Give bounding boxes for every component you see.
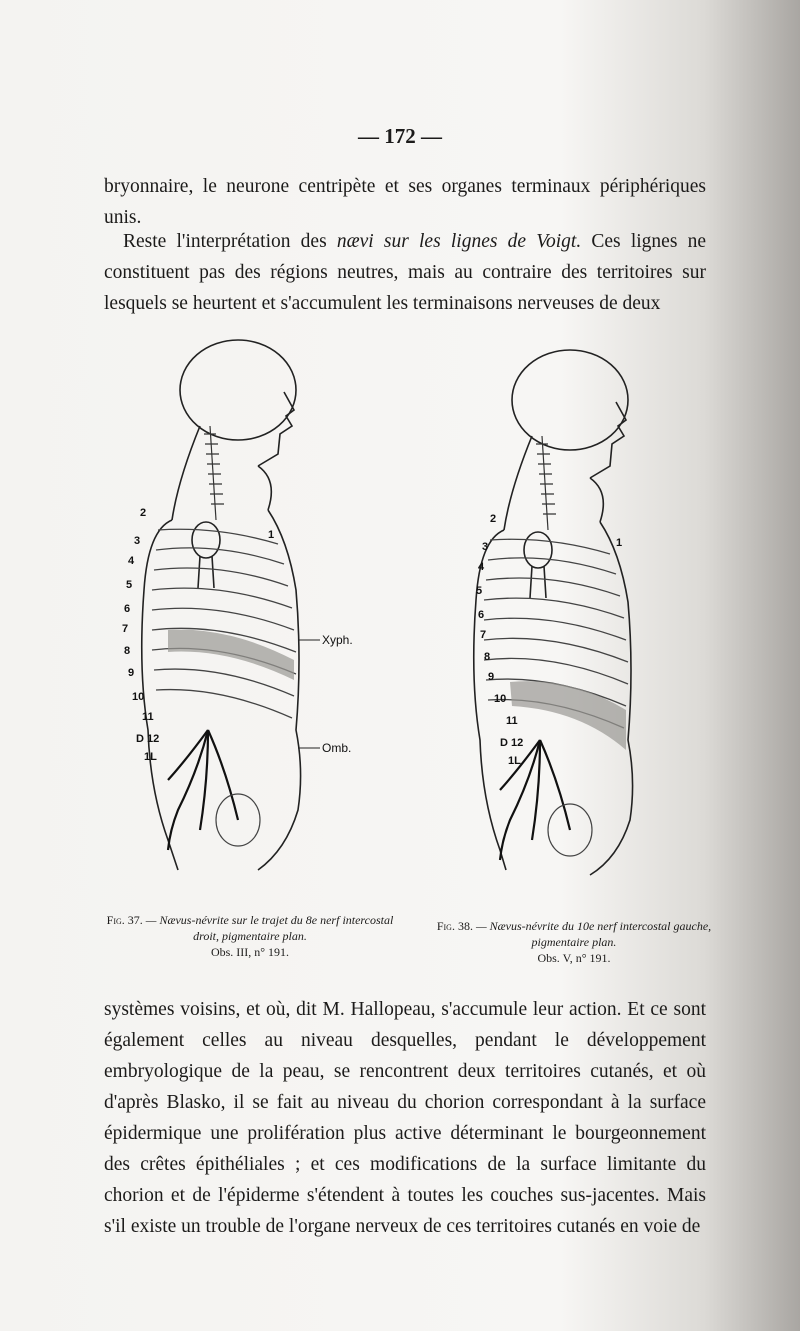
figure-37-caption-obs: Obs. III, n° 191. <box>210 945 290 959</box>
paragraph-2-end: Ces lignes ne constituent pas des régions neutres, mais au contraire des territoires sur lesquels se heurtent et s'accumulent les terminaisons nerveuses de deux <box>104 231 707 314</box>
figure-38-label-1: 1 <box>616 537 623 549</box>
figure-38-caption-obs: Obs. V, n° 191. <box>537 951 611 965</box>
nevus-band <box>510 681 626 750</box>
figure-38-label-9: 9 <box>488 671 495 683</box>
figure-38-caption <box>424 918 724 966</box>
figure-37-label-5: 5 <box>126 579 133 591</box>
figure-38-label-7: 7 <box>480 629 487 641</box>
nevus-band <box>168 630 294 680</box>
figure-37 <box>108 330 400 890</box>
figure-37-label-2: 2 <box>140 507 147 519</box>
paragraph-1: bryonnaire, le neurone centripète et ses organes terminaux périphériques unis. <box>104 176 706 228</box>
figure-38-illustration <box>420 330 720 890</box>
figure-37-label-omb: Omb. <box>322 741 352 755</box>
figure-38-label-5: 5 <box>476 585 483 597</box>
paragraph-3: systèmes voisins, et où, dit M. Hallopeau, s'accumule leur action. Et ce sont également celles au niveau desquelles, pendant le développement embryologique de la peau, se rencontrent deux territoires cutanés, et où d'après Blasko, il se fait au niveau du chorion correspondant à la surface épidermique une prolifération plus active déterminant le bourgeonnement des crêtes épithéliales ; et ces modifications de la surface limitante du chorion et de l'épiderme s'étendent à toutes les couches sus-jacentes. Mais s'il existe un trouble de l'organe nerveux de ces territoires cutanés en voie de <box>104 999 706 1237</box>
figure-38-label-d12: D 12 <box>500 737 524 749</box>
figure-38-label-10: 10 <box>494 693 507 705</box>
figure-38 <box>420 330 720 890</box>
figure-37-caption <box>102 912 398 960</box>
figure-37-caption-text: — Nævus-névrite sur le trajet du 8e nerf intercostal droit, pigmentaire plan. <box>142 913 394 943</box>
figure-37-label-xyph: Xyph. <box>322 633 353 647</box>
figure-37-label-11: 11 <box>142 711 154 723</box>
figure-38-caption-text: — Nævus-névrite du 10e nerf intercostal gauche, pigmentaire plan. <box>472 919 712 949</box>
paragraph-2-italic: nævi sur les lignes de Voigt. <box>336 231 582 252</box>
figure-37-label-9: 9 <box>128 667 135 679</box>
figure-37-label-4: 4 <box>128 555 135 567</box>
page-number: — 172 — <box>358 124 442 148</box>
paragraph-2-start: Reste l'interprétation des <box>123 231 337 252</box>
figure-38-label-4: 4 <box>478 561 485 573</box>
figure-38-label-2: 2 <box>490 513 497 525</box>
figure-37-label-3: 3 <box>134 535 141 547</box>
figure-37-label-6: 6 <box>124 603 131 615</box>
figure-37-label-7: 7 <box>122 623 129 635</box>
figure-37-label-8: 8 <box>124 645 131 657</box>
figure-37-label-1l: 1L <box>144 751 157 763</box>
figure-37-illustration <box>108 330 400 890</box>
figure-38-label-11: 11 <box>506 715 518 727</box>
figure-37-label-d12: D 12 <box>136 733 160 745</box>
figure-38-label-1l: 1L <box>508 755 521 767</box>
figure-37-caption-prefix: Fig. 37. <box>106 913 143 927</box>
figure-38-label-6: 6 <box>478 609 485 621</box>
figure-37-label-1: 1 <box>268 529 275 541</box>
figure-38-label-3: 3 <box>482 541 489 553</box>
figure-37-label-10: 10 <box>132 691 145 703</box>
figure-38-label-8: 8 <box>484 651 491 663</box>
paragraph-2 <box>104 226 706 319</box>
figure-38-caption-prefix: Fig. 38. <box>436 919 473 933</box>
